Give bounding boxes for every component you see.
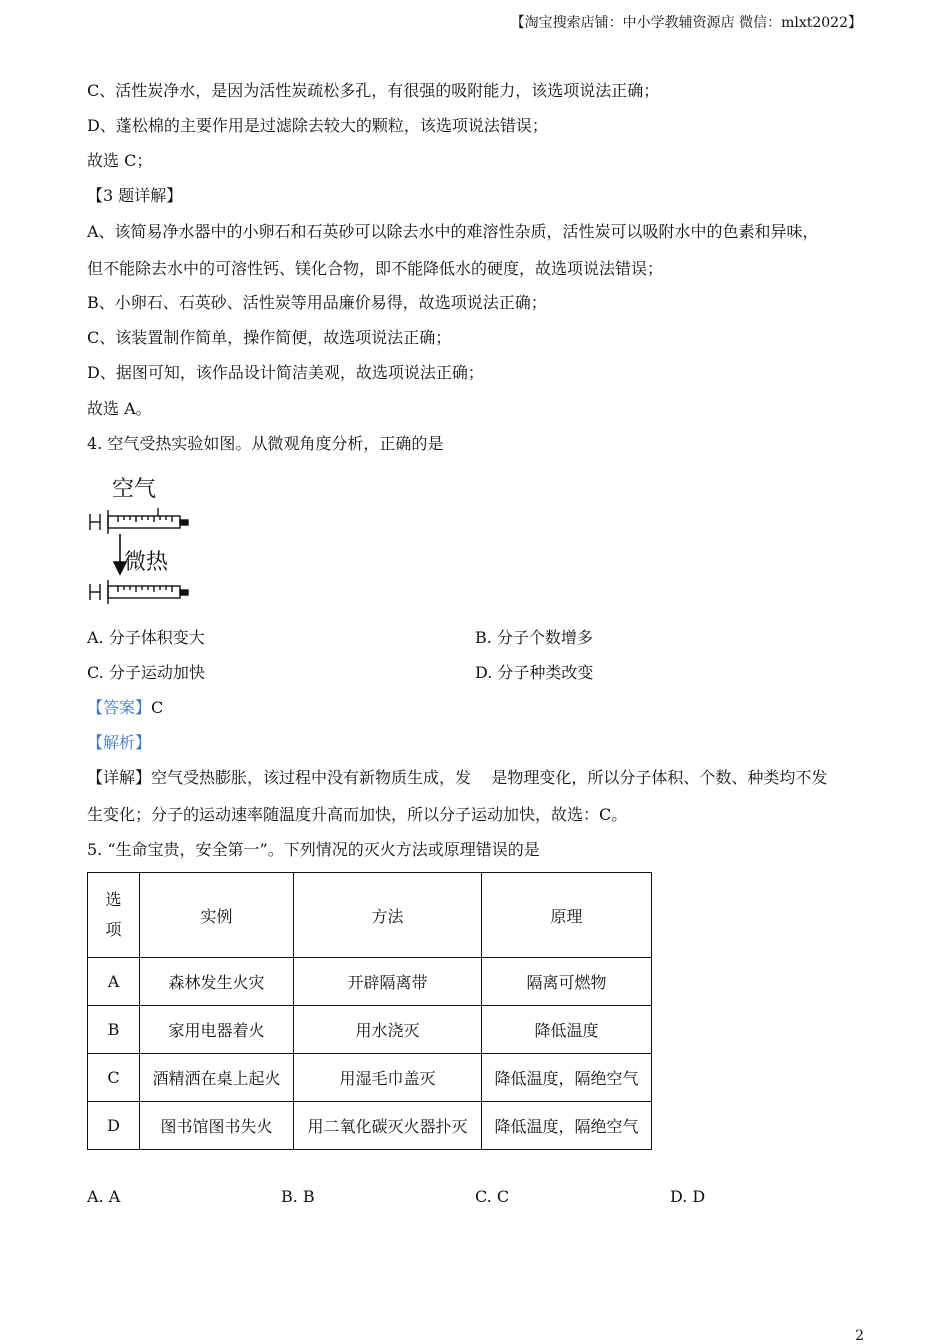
- text-line: 【3 题详解】: [87, 186, 183, 205]
- figure-label-heat: 微热: [124, 550, 169, 575]
- figure-label-air: 空气: [112, 477, 157, 502]
- detail-line: 生变化；分子的运动速率随温度升高而加快，所以分子运动加快，故选：C。: [87, 805, 628, 824]
- text-line: 故选 C；: [87, 151, 153, 170]
- text-line: C、活性炭净水，是因为活性炭疏松多孔，有很强的吸附能力，该选项说法正确；: [87, 81, 660, 100]
- table-header-cell: 实例: [140, 873, 294, 958]
- table-header-cell: 方法: [294, 873, 482, 958]
- table-cell: 用水浇灭: [294, 1006, 482, 1054]
- analysis-tag: 【解析】: [87, 733, 152, 752]
- text-line: A、该简易净水器中的小卵石和石英砂可以除去水中的难溶性杂质，活性炭可以吸附水中的色素和异味，: [87, 222, 819, 241]
- table-cell: B: [88, 1006, 140, 1054]
- table-row: [88, 958, 652, 1006]
- option-d: D. 分子种类改变: [475, 663, 594, 682]
- page-number: 2: [855, 1328, 864, 1344]
- table-cell: A: [88, 958, 140, 1006]
- page-header: 【淘宝搜索店铺：中小学教辅资源店 微信：mlxt2022】: [510, 15, 862, 31]
- option-c: C. 分子运动加快: [87, 663, 205, 682]
- text-line: 故选 A。: [87, 399, 152, 418]
- table-cell: 用湿毛巾盖灭: [294, 1054, 482, 1102]
- syringe-top: [90, 508, 188, 534]
- table-cell: 家用电器着火: [140, 1006, 294, 1054]
- syringe-bottom: [90, 580, 188, 604]
- answer-value: C: [151, 698, 164, 717]
- q5-option-a: A. A: [87, 1187, 121, 1206]
- text-line: B、小卵石、石英砂、活性炭等用品廉价易得，故选项说法正确；: [87, 293, 547, 312]
- table-row: [88, 1054, 652, 1102]
- arrow-down-icon: [114, 534, 126, 574]
- option-b: B. 分子个数增多: [475, 628, 593, 647]
- q5-option-d: D. D: [670, 1187, 706, 1206]
- table-header-cell: 原理: [482, 873, 652, 958]
- syringe-figure: [88, 476, 218, 606]
- table-cell: 酒精洒在桌上起火: [140, 1054, 294, 1102]
- fire-table: [87, 872, 652, 1150]
- text-line: D、蓬松棉的主要作用是过滤除去较大的颗粒，该选项说法错误；: [87, 116, 548, 135]
- table-cell: 用二氧化碳灭火器扑灭: [294, 1102, 482, 1150]
- table-cell: 隔离可燃物: [482, 958, 652, 1006]
- table-cell: 图书馆图书失火: [140, 1102, 294, 1150]
- table-header-row: [88, 873, 652, 958]
- table-header-cell: 选 项: [88, 873, 140, 958]
- syringe-diagram: [88, 476, 218, 606]
- table-cell: 降低温度，隔绝空气: [482, 1054, 652, 1102]
- table-cell: 开辟隔离带: [294, 958, 482, 1006]
- question-5: 5. “生命宝贵，安全第一”。下列情况的灭火方法或原理错误的是: [87, 840, 540, 859]
- option-a: A. 分子体积变大: [87, 628, 205, 647]
- table-row: [88, 1006, 652, 1054]
- table-row: [88, 1102, 652, 1150]
- text-line: 但不能除去水中的可溶性钙、镁化合物，即不能降低水的硬度，故选项说法错误；: [87, 259, 664, 278]
- question-4: 4. 空气受热实验如图。从微观角度分析，正确的是: [87, 434, 444, 453]
- table-cell: 降低温度: [482, 1006, 652, 1054]
- text-line: C、该装置制作简单，操作简便，故选项说法正确；: [87, 328, 452, 347]
- detail-line: 【详解】空气受热膨胀，该过程中没有新物质生成，发 是物理变化，所以分子体积、个数、种类均不发: [87, 768, 828, 787]
- table-cell: 森林发生火灾: [140, 958, 294, 1006]
- text-line: D、据图可知，该作品设计简洁美观，故选项说法正确；: [87, 363, 484, 382]
- table-cell: C: [88, 1054, 140, 1102]
- answer-tag: 【答案】: [87, 698, 152, 717]
- table-cell: D: [88, 1102, 140, 1150]
- answer-line: [87, 697, 163, 719]
- q5-option-b: B. B: [281, 1187, 315, 1206]
- table-cell: 降低温度，隔绝空气: [482, 1102, 652, 1150]
- q5-option-c: C. C: [475, 1187, 510, 1206]
